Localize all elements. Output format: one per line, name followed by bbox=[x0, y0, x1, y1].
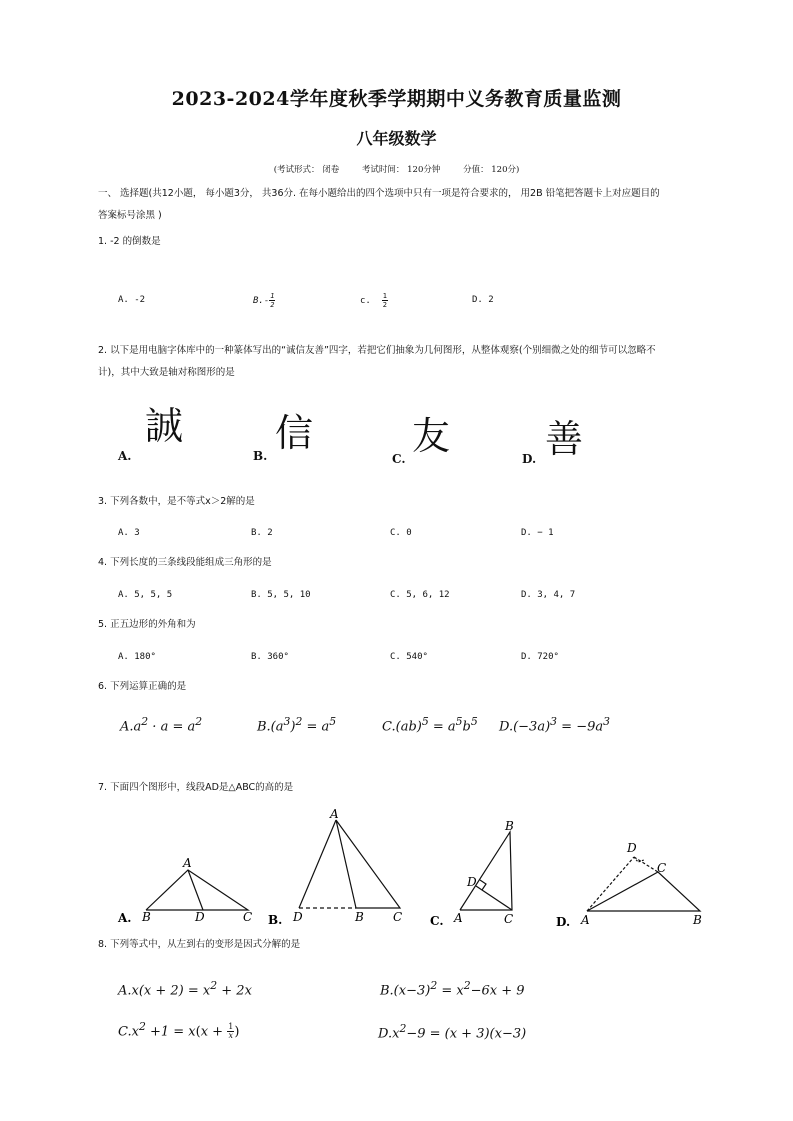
seal-glyph-shan: 善 bbox=[545, 417, 584, 461]
q7-fig-d-label: D. bbox=[556, 915, 571, 929]
q6-option-a: $A.a^2 \cdot a = a^2$ bbox=[120, 715, 203, 735]
q6-option-c: $C.(ab)^5 = a^5b^5$ bbox=[382, 715, 478, 735]
q1-b-denominator: 2 bbox=[270, 301, 275, 309]
q7-stem: 7. 下面四个图形中，线段AD是△ABC的高的是 bbox=[98, 782, 294, 793]
q7-fig-d-pt-d: D bbox=[627, 841, 637, 855]
q7-fig-d-pt-c: C bbox=[657, 861, 667, 875]
q2-stem-line1: 2. 以下是用电脑字体库中的一种篆体写出的“诚信友善”四字，若把它们抽象为几何图形，从整体观察(个别细微之处的细节可以忽略不 bbox=[98, 345, 656, 356]
q4-option-a: A. 5, 5, 5 bbox=[118, 590, 173, 600]
exam-score: 分值： 120分) bbox=[463, 165, 520, 175]
q5-option-a: A. 180° bbox=[118, 652, 156, 662]
q1-b-numerator: 1 bbox=[270, 292, 275, 300]
q2-label-b: B. bbox=[253, 449, 268, 463]
q8-stem: 8. 下列等式中，从左到右的变形是因式分解的是 bbox=[98, 939, 301, 950]
q6-stem: 6. 下列运算正确的是 bbox=[98, 681, 187, 692]
q7-fig-b-pt-b: B bbox=[355, 910, 364, 924]
q7-fig-c-pt-a: A bbox=[454, 911, 463, 925]
q1-c-denominator: 2 bbox=[382, 301, 387, 309]
exam-info bbox=[0, 163, 793, 175]
q5-option-c: C. 540° bbox=[390, 652, 428, 662]
q7-fig-a-pt-c: C bbox=[243, 910, 253, 924]
q7-fig-a-pt-d: D bbox=[195, 910, 205, 924]
q7-fig-d-pt-a: A bbox=[581, 913, 590, 927]
q1-stem: 1. -2 的倒数是 bbox=[98, 236, 161, 247]
q7-fig-c-pt-c: C bbox=[504, 912, 514, 926]
q1-option-c-fraction bbox=[382, 292, 388, 309]
section-instructions-line2: 答案标号涂黑 ) bbox=[98, 210, 162, 221]
q7-fig-b-pt-d: D bbox=[293, 910, 303, 924]
q8-option-d: $D.x^2-9 = (x + 3)(x-3)$ bbox=[378, 1022, 527, 1042]
q3-option-c: C. 0 bbox=[390, 528, 412, 538]
q3-stem: 3. 下列各数中，是不等式x＞2解的是 bbox=[98, 496, 255, 507]
q1-option-b bbox=[253, 292, 275, 309]
q4-option-b: B. 5, 5, 10 bbox=[251, 590, 311, 600]
q7-fig-c-pt-b: B bbox=[505, 819, 514, 833]
q5-stem: 5. 正五边形的外角和为 bbox=[98, 619, 196, 630]
q3-option-d: D. − 1 bbox=[521, 528, 554, 538]
q7-fig-c-label: C. bbox=[430, 914, 444, 928]
q7-fig-b-pt-a: A bbox=[330, 807, 339, 821]
q2-stem-line2: 计)，其中大致是轴对称图形的是 bbox=[98, 367, 235, 378]
q7-fig-b-label: B. bbox=[268, 913, 283, 927]
q4-stem: 4. 下列长度的三条线段能组成三角形的是 bbox=[98, 557, 272, 568]
q7-figures bbox=[0, 800, 793, 935]
q8-option-a: $A.x(x + 2) = x^2 + 2x$ bbox=[118, 979, 252, 999]
q6-option-b: $B.(a^3)^2 = a^5$ bbox=[257, 715, 337, 735]
q1-option-d: D. 2 bbox=[472, 295, 494, 305]
exam-title: 2023-2024学年度秋季学期期中义务教育质量监测 bbox=[171, 88, 622, 110]
q8-option-c: $C.x^2 +1 = x(x$ + $\frac{1}{x}$ ) bbox=[118, 1020, 240, 1041]
q5-option-d: D. 720° bbox=[521, 652, 559, 662]
seal-glyph-you: 友 bbox=[412, 414, 451, 458]
q3-option-a: A. 3 bbox=[118, 528, 140, 538]
seal-glyph-xin: 信 bbox=[275, 411, 314, 455]
q2-label-a: A. bbox=[118, 449, 132, 463]
q1-c-numerator: 1 bbox=[382, 292, 387, 300]
q1-option-a: A. -2 bbox=[118, 295, 146, 305]
q1-option-b-prefix: B.- bbox=[253, 296, 270, 306]
q8-option-b: $B.(x-3)^2 = x^2-6x + 9$ bbox=[380, 979, 525, 999]
q7-fig-d-pt-b: B bbox=[693, 913, 702, 927]
q1-option-c bbox=[360, 292, 388, 309]
q2-label-c: C. bbox=[392, 452, 406, 466]
q7-figure-b bbox=[299, 820, 400, 908]
q7-figure-d bbox=[587, 857, 700, 911]
section-instructions-line1: 一、 选择题(共12小题， 每小题3分， 共36分. 在每小题给出的四个选项中只有一项是符合要求的， 用2B 铅笔把答题卡上对应题目的 bbox=[98, 188, 660, 199]
q7-fig-a-label: A. bbox=[118, 911, 132, 925]
q7-figure-c bbox=[460, 832, 512, 910]
q5-option-b: B. 360° bbox=[251, 652, 289, 662]
q7-fig-a-pt-a: A bbox=[183, 856, 192, 870]
exam-form: (考试形式： 闭卷 bbox=[273, 165, 340, 175]
seal-glyph-cheng: 誠 bbox=[145, 404, 184, 448]
q7-fig-b-pt-c: C bbox=[393, 910, 403, 924]
exam-time: 考试时间： 120分钟 bbox=[361, 165, 441, 175]
q7-fig-a-pt-b: B bbox=[142, 910, 151, 924]
q6-option-d: $D.(-3a)^3 = -9a^3$ bbox=[499, 715, 611, 735]
q1-option-b-fraction bbox=[269, 292, 275, 309]
q1-option-c-prefix: c. bbox=[360, 296, 371, 306]
q4-option-d: D. 3, 4, 7 bbox=[521, 590, 576, 600]
q4-option-c: C. 5, 6, 12 bbox=[390, 590, 450, 600]
exam-subtitle: 八年级数学 bbox=[356, 129, 437, 148]
q7-figure-a bbox=[146, 870, 248, 910]
q7-fig-c-pt-d: D bbox=[467, 875, 477, 889]
q3-option-b: B. 2 bbox=[251, 528, 273, 538]
q2-label-d: D. bbox=[522, 452, 537, 466]
